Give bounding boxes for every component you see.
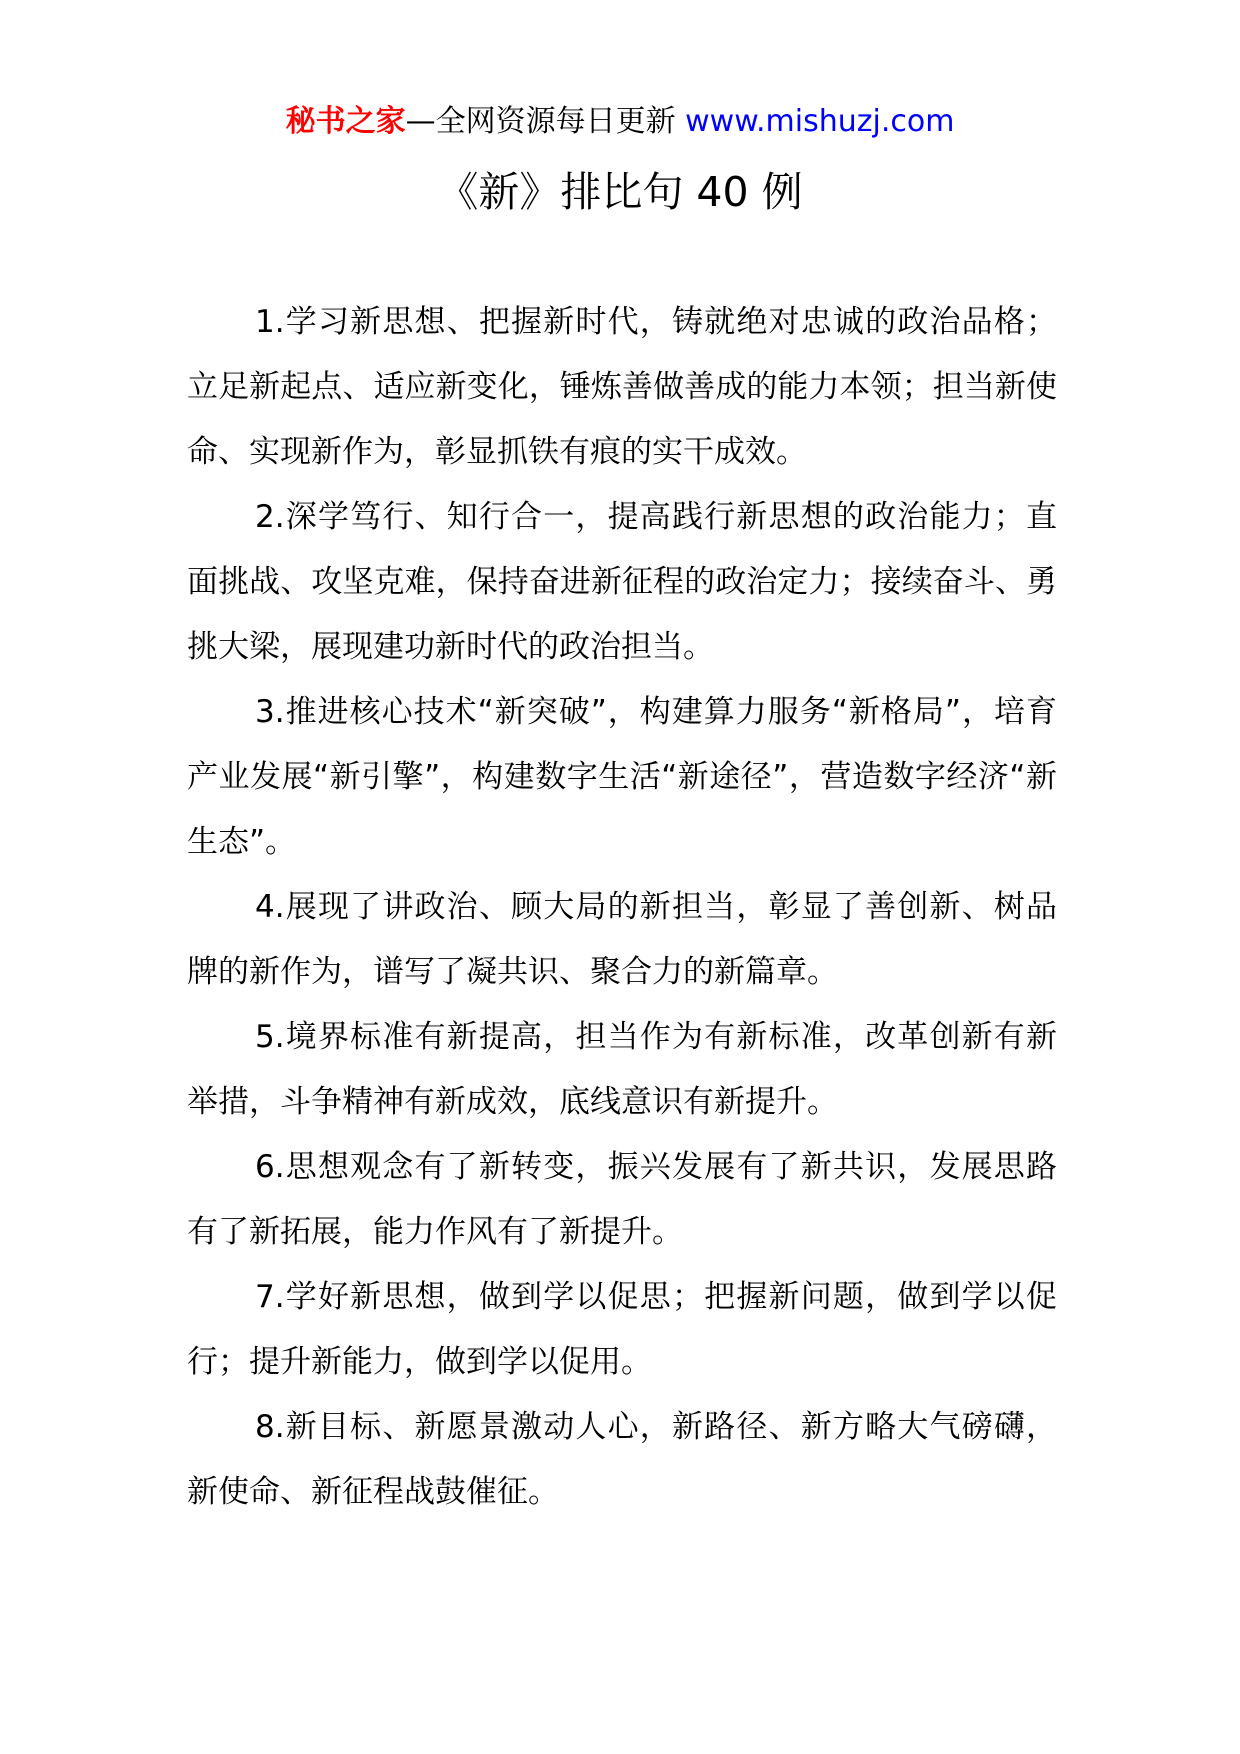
brand-name: 秘书之家	[285, 104, 406, 139]
paragraph-8: 8.新目标、新愿景激动人心，新路径、新方略大气磅礴，新使命、新征程战鼓催征。	[187, 1409, 1057, 1510]
document-title: 《新》排比句 40 例	[437, 168, 803, 216]
paragraph-7: 7.学好新思想，做到学以促思；把握新问题，做到学以促行；提升新能力，做到学以促用。	[187, 1279, 1057, 1380]
document-body	[187, 290, 1057, 1525]
paragraph-2: 2.深学笃行、知行合一，提高践行新思想的政治能力；直面挑战、攻坚克难，保持奋进新征程的政治定力；接续奋斗、勇挑大梁，展现建功新时代的政治担当。	[187, 499, 1057, 665]
paragraph-5: 5.境界标准有新提高，担当作为有新标准，改革创新有新举措，斗争精神有新成效，底线意识有新提升。	[187, 1019, 1057, 1120]
paragraph-4: 4.展现了讲政治、顾大局的新担当，彰显了善创新、树品牌的新作为，谱写了凝共识、聚合力的新篇章。	[187, 889, 1057, 990]
site-header	[0, 102, 1240, 142]
paragraph-3: 3.推进核心技术“新突破”，构建算力服务“新格局”，培育产业发展“新引擎”，构建数字生活“新途径”，营造数字经济“新生态”。	[187, 694, 1057, 860]
paragraph-1: 1.学习新思想、把握新时代，铸就绝对忠诚的政治品格；立足新起点、适应新变化，锤炼善做善成的能力本领；担当新使命、实现新作为，彰显抓铁有痕的实干成效。	[187, 304, 1057, 470]
site-tagline: —全网资源每日更新	[405, 104, 686, 139]
paragraph-6: 6.思想观念有了新转变，振兴发展有了新共识，发展思路有了新拓展，能力作风有了新提升。	[187, 1149, 1057, 1250]
site-url-link[interactable]: www.mishuzj.com	[685, 104, 955, 139]
